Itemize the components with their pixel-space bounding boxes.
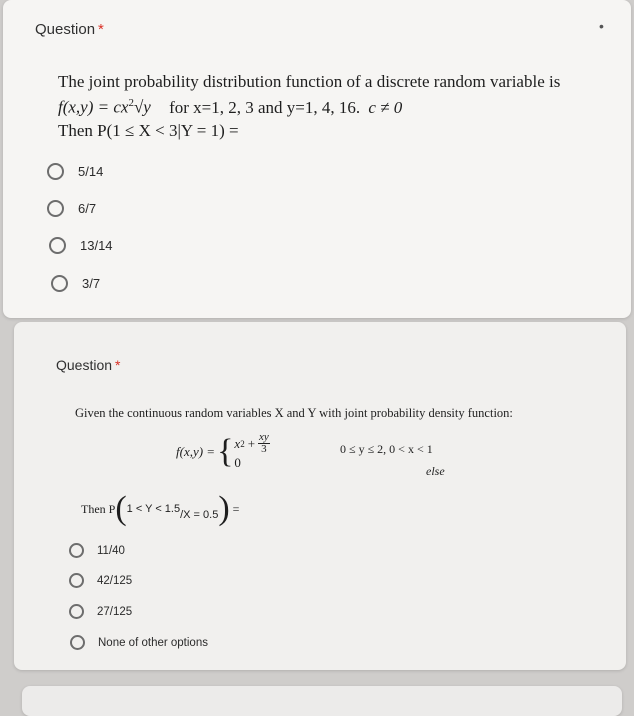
option-label: 11/40 bbox=[97, 544, 125, 557]
option-label: 42/125 bbox=[97, 574, 133, 587]
question-text: Given the continuous random variables X and Y with joint probability density function: bbox=[75, 406, 513, 420]
question-title: Question * bbox=[35, 21, 104, 38]
dot-mark: • bbox=[599, 18, 604, 34]
radio-button[interactable] bbox=[51, 275, 68, 292]
option-4[interactable] bbox=[51, 275, 100, 292]
option-1[interactable] bbox=[47, 163, 103, 180]
question-card-2 bbox=[14, 322, 626, 670]
option-label: 6/7 bbox=[78, 201, 97, 216]
pdf-formula: f(x,y) = { x 2 + $\frac{xy}{3}$ 0 bbox=[176, 431, 269, 470]
option-2[interactable] bbox=[47, 200, 96, 217]
next-question-card bbox=[22, 686, 622, 716]
required-asterisk: * bbox=[115, 357, 121, 373]
question-title: Question * bbox=[56, 357, 121, 373]
radio-button[interactable] bbox=[70, 635, 85, 650]
option-2[interactable] bbox=[69, 573, 132, 588]
option-label: 3/7 bbox=[82, 276, 101, 291]
option-4[interactable] bbox=[70, 635, 208, 650]
option-3[interactable] bbox=[49, 237, 113, 254]
question-text-line3: Then P(1 ≤ X < 3|Y = 1) = bbox=[58, 121, 239, 140]
radio-button[interactable] bbox=[69, 543, 84, 558]
condition-2: else bbox=[426, 464, 445, 478]
option-label: None of other options bbox=[98, 636, 208, 649]
question-card-1 bbox=[3, 0, 631, 318]
option-1[interactable] bbox=[69, 543, 125, 558]
radio-button[interactable] bbox=[49, 237, 66, 254]
option-label: 27/125 bbox=[97, 605, 133, 618]
then-expression: Then P ( 1 < Y < 1.5 /X = 0.5 ) = bbox=[81, 490, 240, 527]
option-label: 13/14 bbox=[80, 238, 113, 253]
condition-1: 0 ≤ y ≤ 2, 0 < x < 1 bbox=[340, 442, 433, 456]
radio-button[interactable] bbox=[47, 163, 64, 180]
question-formula-line: $f(x,y) = cx^2√y$ for x=1, 2, 3 and y=1, 4, 16. c ≠ 0 bbox=[58, 97, 403, 117]
option-label: 5/14 bbox=[78, 164, 104, 179]
radio-button[interactable] bbox=[47, 200, 64, 217]
question-text-line1: The joint probability distribution function of a discrete random variable is bbox=[58, 72, 561, 91]
required-asterisk: * bbox=[98, 21, 104, 38]
radio-button[interactable] bbox=[69, 604, 84, 619]
option-3[interactable] bbox=[69, 604, 132, 619]
radio-button[interactable] bbox=[69, 573, 84, 588]
